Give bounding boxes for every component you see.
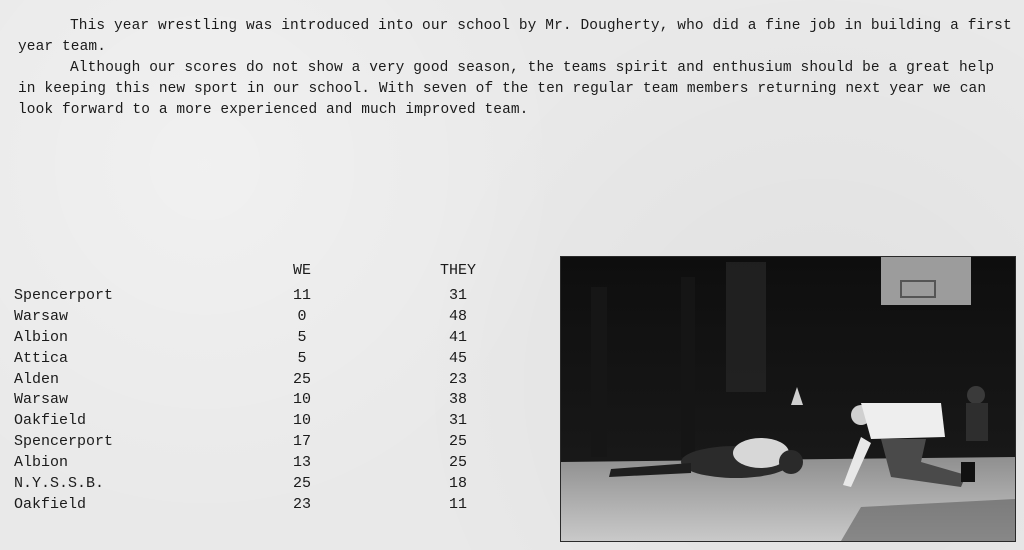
score-row [14,370,534,391]
wrestling-photo-illustration [561,257,1015,541]
score-row [14,349,534,370]
wrestling-photo [560,256,1016,542]
opponent-name: Spencerport [14,287,114,304]
their-score: 11 [448,495,467,513]
our-score: 25 [292,475,311,493]
opponent-name: Spencerport [14,433,114,451]
score-row [14,286,534,307]
our-score: 0 [297,307,307,325]
opponent-name: Alden [14,370,60,388]
opponent-name: Albion [14,454,69,472]
intro-paragraph-2: Although our scores do not show a very good season, the teams spirit and enthusium should be a great help in keeping this new sport in our school. With seven of the ten regular team members returning next year we can look forward to a more experienced and much improved team. [18,60,995,118]
their-score: 25 [448,433,467,451]
our-score: 10 [292,412,311,430]
our-score: 10 [292,391,311,409]
their-score: 31 [448,412,467,430]
our-score: 5 [297,328,307,346]
opponent-name: Attica [14,349,69,367]
score-row [14,328,534,349]
their-score: 38 [448,391,467,409]
opponent-name: N.Y.S.S.B. [14,475,105,493]
their-score: 48 [448,307,467,325]
score-row [14,307,534,328]
opponent-name: Warsaw [14,391,69,409]
score-row [14,453,534,474]
their-score: 41 [448,328,467,346]
their-score: 18 [448,475,467,493]
their-score: 25 [448,454,467,472]
their-score: 45 [448,349,467,367]
header-they: THEY [439,262,476,279]
our-score: 23 [292,495,311,513]
intro-paragraph-1: This year wrestling was introduced into our school by Mr. Dougherty, who did a fine job in building a first year team. [18,18,1012,55]
opponent-name: Oakfield [14,412,87,430]
our-score: 5 [297,349,307,367]
score-table-header [14,262,534,286]
intro-text [18,16,1018,121]
score-row [14,474,534,495]
their-score: 23 [448,370,467,388]
our-score: 13 [292,454,311,472]
opponent-name: Albion [14,328,69,346]
our-score: 11 [292,287,311,304]
header-we: WE [292,262,311,279]
opponent-name: Warsaw [14,307,69,325]
our-score: 17 [292,433,311,451]
score-row [14,390,534,411]
score-table [14,262,534,516]
score-row [14,411,534,432]
our-score: 25 [292,370,311,388]
opponent-name: Oakfield [14,495,87,513]
their-score: 31 [448,287,467,304]
score-row [14,495,534,516]
score-row [14,432,534,453]
